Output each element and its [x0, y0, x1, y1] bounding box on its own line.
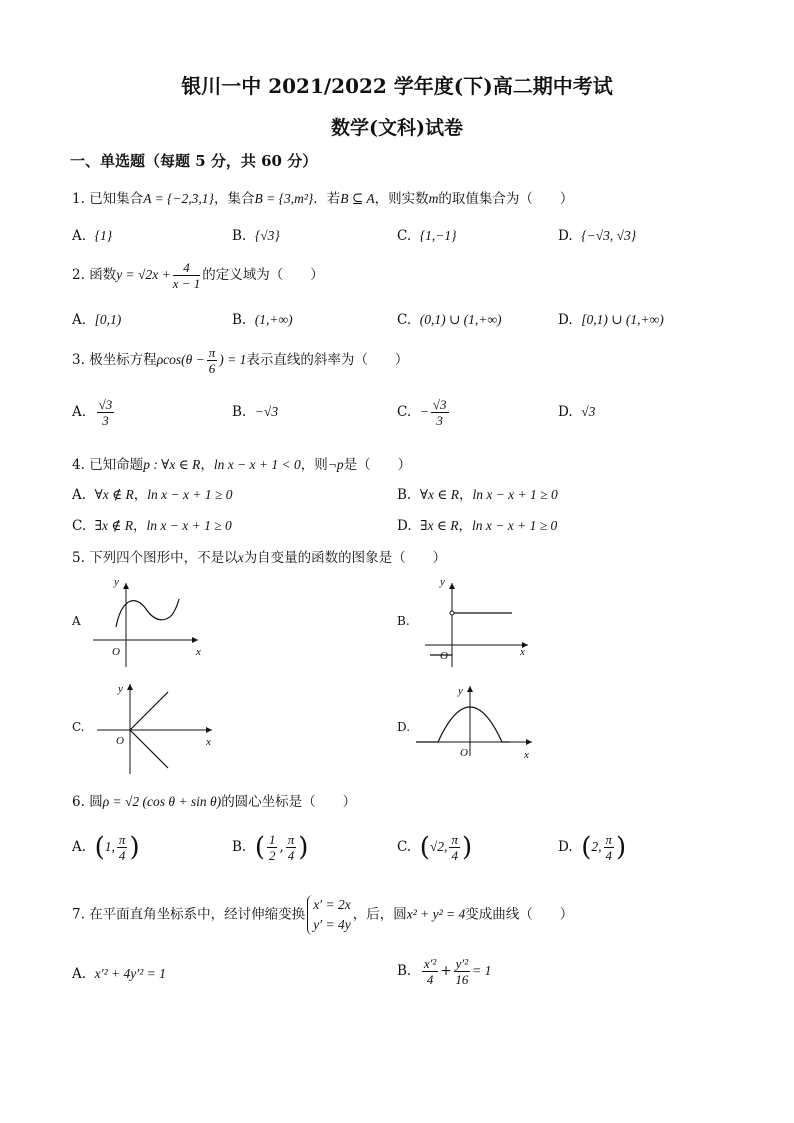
- option-b: B. −√3: [232, 404, 279, 420]
- option-b: B. ( $\frac{1}{2}$ , $\frac{\pi}{4}$ ): [232, 832, 309, 863]
- graph-a: [88, 575, 208, 670]
- x-label: x: [206, 736, 211, 748]
- graph-d-label: D.: [397, 720, 411, 734]
- option-d: D. {−√3, √3}: [558, 228, 637, 244]
- section-heading: 一、单选题（每题 5 分，共 60 分）: [70, 152, 318, 170]
- graph-b-label: B.: [397, 614, 410, 628]
- question-1: 1. 已知集合A = {−2,3,1}，集合B = {3,m²}．若B ⊆ A，则实数m的取值集合为（ ）: [72, 191, 574, 207]
- option-c: C. ∃x ∉ R，ln x − x + 1 ≥ 0: [72, 518, 232, 534]
- origin-label: O: [440, 650, 448, 662]
- question-6: 6. 圆ρ = √2 (cos θ + sin θ)的圆心坐标是（ ）: [72, 794, 357, 810]
- origin-label: O: [460, 747, 468, 759]
- option-a: A. $\frac{√3}{3}$: [72, 397, 113, 428]
- option-a: A. [0,1): [72, 312, 122, 328]
- cubic-curve: [116, 599, 179, 627]
- option-b: B. {√3}: [232, 228, 280, 244]
- graph-d: [412, 680, 542, 768]
- parabola-curve: [416, 707, 510, 742]
- x-label: x: [524, 749, 529, 761]
- y-label: y: [118, 683, 123, 695]
- option-c: C. (0,1) ∪ (1,+∞): [397, 312, 502, 328]
- x-arrow: [192, 637, 198, 643]
- option-b: B. (1,+∞): [232, 312, 293, 328]
- q-number: 1.: [72, 191, 85, 207]
- option-d: D. √3: [558, 404, 596, 420]
- question-4: 4. 已知命题p : ∀x ∈ R，ln x − x + 1 < 0，则¬p是（ ）: [72, 457, 412, 473]
- exam-title: 银川一中 2021/2022 学年度(下)高二期中考试: [181, 74, 613, 98]
- question-7: 7. 在平面直角坐标系中，经讨伸缩变换 x′ = 2x y′ = 4y ，后，圆x² + y² = 4变成曲线（ ）: [72, 895, 573, 935]
- y-arrow: [127, 684, 133, 690]
- option-a: A. {1}: [72, 228, 113, 244]
- x-arrow: [526, 739, 532, 745]
- y-arrow: [123, 583, 129, 589]
- option-a: A. ∀x ∉ R，ln x − x + 1 ≥ 0: [72, 487, 233, 503]
- option-c: C. {1,−1}: [397, 228, 457, 244]
- graph-c-label: C.: [72, 720, 85, 734]
- question-5: 5. 下列四个图形中，不是以x为自变量的函数的图象是（ ）: [72, 550, 447, 566]
- exam-subtitle: 数学(文科)试卷: [331, 117, 463, 139]
- x-arrow: [206, 727, 212, 733]
- graph-b: [420, 575, 535, 670]
- option-b: B. ∀x ∈ R，ln x − x + 1 ≥ 0: [397, 487, 558, 503]
- y-arrow: [467, 686, 473, 692]
- open-point: [450, 611, 454, 615]
- question-3: 3. 极坐标方程ρcos(θ − $\frac{\pi}{6}$ ) = 1表示直线的斜率为（ ）: [72, 345, 409, 376]
- x-label: x: [520, 646, 525, 658]
- option-a: A. x′² + 4y′² = 1: [72, 966, 166, 982]
- option-b: B. $\frac{\text{x′²}}{4}$ + $\frac{\text{y′²}}{16}$ = 1: [397, 956, 492, 987]
- question-2: 2. 函数y = √2x + $\frac{4}{x - 1}$ 的定义域为（ ）: [72, 260, 324, 291]
- graph-a-label: A: [72, 614, 81, 628]
- y-label: y: [114, 576, 119, 588]
- y-label: y: [440, 576, 445, 588]
- graph-c: [92, 678, 222, 776]
- option-d: D. [0,1) ∪ (1,+∞): [558, 312, 664, 328]
- option-d: D. (2, $\frac{\pi}{4}$ ): [558, 832, 627, 863]
- y-arrow: [449, 583, 455, 589]
- origin-label: O: [116, 735, 124, 747]
- origin-label: O: [112, 646, 120, 658]
- x-label: x: [196, 646, 201, 658]
- option-c: C. − $\frac{√3}{3}$: [397, 397, 447, 428]
- upper-ray: [130, 692, 168, 730]
- lower-ray: [130, 730, 168, 768]
- y-label: y: [458, 685, 463, 697]
- option-a: A. (1, $\frac{\pi}{4}$ ): [72, 832, 140, 863]
- option-c: C. (√2, $\frac{\pi}{4}$ ): [397, 832, 473, 863]
- option-d: D. ∃x ∈ R，ln x − x + 1 ≥ 0: [397, 518, 558, 534]
